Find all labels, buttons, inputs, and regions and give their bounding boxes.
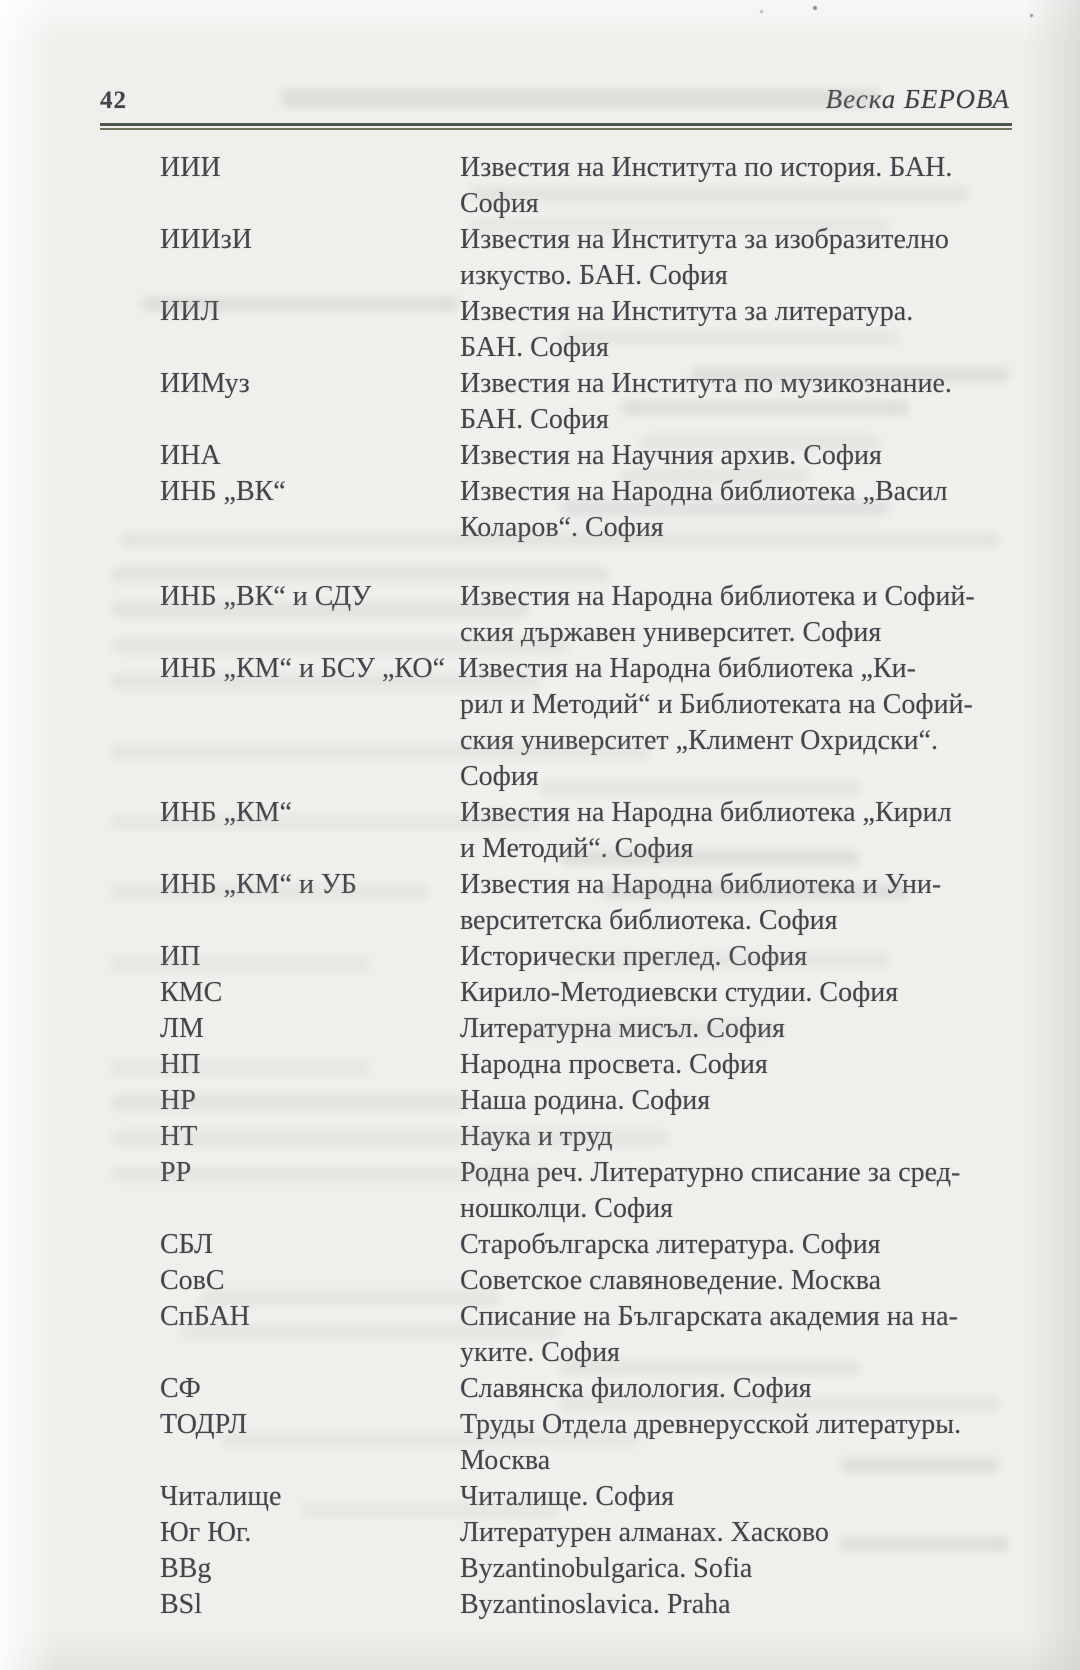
abbreviation-description (460, 1551, 1016, 1587)
abbreviation-entry (160, 1083, 1016, 1119)
abbreviation-term: ИНБ „КМ“ и УБ (160, 869, 357, 900)
description-line: ския университет „Климент Охридски“. (460, 725, 938, 756)
description-line: Старобългарска литература. София (460, 1229, 881, 1260)
description-line: Известия на Народна библиотека и Уни- (460, 869, 942, 900)
description-line: Литературен алманах. Хасково (460, 1517, 829, 1548)
abbreviation-description (460, 1155, 1016, 1227)
abbreviation-description (460, 867, 1016, 939)
abbreviation-description (460, 1587, 1016, 1623)
description-line: Труды Отдела древнерусской литературы. (460, 1409, 962, 1440)
abbreviation-description (460, 294, 1016, 366)
abbreviation-entry (160, 975, 1016, 1011)
description-line: изкуство. БАН. София (460, 260, 728, 291)
abbreviation-term: ТОДРЛ (160, 1409, 248, 1440)
abbreviation-term: НТ (160, 1121, 198, 1152)
description-line: София (460, 761, 539, 792)
description-line: Литературна мисъл. София (460, 1013, 785, 1044)
abbreviation-entry (160, 1479, 1016, 1515)
abbreviation-term: СпБАН (160, 1301, 250, 1332)
abbreviation-description (460, 1479, 1016, 1515)
abbreviation-entry (160, 1587, 1016, 1623)
abbreviation-term: ИИИ (160, 152, 221, 183)
abbreviation-description (460, 579, 1016, 651)
abbreviation-entry (160, 438, 1016, 474)
abbreviation-description (460, 1515, 1016, 1551)
abbreviation-term: BSl (160, 1589, 203, 1620)
description-line: Списание на Българската академия на на- (460, 1301, 958, 1332)
abbreviation-term: BBg (160, 1553, 212, 1584)
description-line: ския държавен университет. София (460, 617, 882, 648)
abbreviation-entry (160, 1155, 1016, 1227)
description-line: уките. София (460, 1337, 620, 1368)
abbreviation-description (460, 1299, 1016, 1371)
abbreviation-list (160, 150, 1016, 1623)
abbreviation-term: Читалище (160, 1481, 282, 1512)
abbreviation-description (460, 1263, 1016, 1299)
abbreviation-description (460, 222, 1016, 294)
description-line: Исторически преглед. София (460, 941, 808, 972)
description-line: Известия на Института за литература. (460, 296, 914, 327)
abbreviation-entry (160, 1407, 1016, 1479)
abbreviation-description (460, 1227, 1016, 1263)
description-line: БАН. София (460, 404, 609, 435)
abbreviation-entry (160, 1011, 1016, 1047)
description-line: София (460, 188, 539, 219)
abbreviation-term: Юг Юг. (160, 1517, 252, 1548)
abbreviation-term: ИНБ „ВК“ и СДУ (160, 581, 372, 612)
abbreviation-term: ИНБ „КМ“ (160, 797, 292, 828)
header-rule (100, 123, 1012, 130)
abbreviation-description (460, 1371, 1016, 1407)
description-line: Известия на Народна библиотека „Васил (460, 476, 948, 507)
abbreviation-term: ИНБ „ВК“ (160, 476, 286, 507)
abbreviation-entry (160, 366, 1016, 438)
description-line: Славянска филология. София (460, 1373, 812, 1404)
abbreviation-description (460, 1047, 1016, 1083)
description-line: БАН. София (460, 332, 609, 363)
abbreviation-entry (160, 1515, 1016, 1551)
abbreviation-description (460, 366, 1016, 438)
abbreviation-description (460, 150, 1016, 222)
description-line: Наша родина. София (460, 1085, 711, 1116)
abbreviation-entry (160, 795, 1016, 867)
abbreviation-entry (160, 939, 1016, 975)
running-header (100, 84, 1010, 115)
abbreviation-entry (160, 294, 1016, 366)
abbreviation-description (460, 474, 1016, 546)
description-line: верситетска библиотека. София (460, 905, 838, 936)
description-line: Москва (460, 1445, 551, 1476)
description-line: Коларов“. София (460, 512, 664, 543)
abbreviation-term: ИНА (160, 440, 221, 471)
abbreviation-term: РР (160, 1157, 192, 1188)
abbreviation-description (460, 975, 1016, 1011)
description-line: Byzantinobulgarica. Sofia (460, 1553, 753, 1584)
abbreviation-entry (160, 1119, 1016, 1155)
abbreviation-term: СБЛ (160, 1229, 214, 1260)
description-line: Известия на Института за изобразително (460, 224, 949, 255)
description-line: Byzantinoslavica. Praha (460, 1589, 731, 1620)
description-line: Известия на Народна библиотека „Ки- (458, 653, 916, 684)
abbreviation-term: ИНБ „КМ“ и БСУ „КО“ (160, 653, 446, 684)
description-line: рил и Методий“ и Библиотеката на Софий- (460, 689, 973, 720)
abbreviation-description (460, 438, 1016, 474)
description-line: Советское славяноведение. Москва (460, 1265, 882, 1296)
description-line: Читалище. София (460, 1481, 675, 1512)
abbreviation-term: ИИМуз (160, 368, 250, 399)
abbreviation-entry (160, 1299, 1016, 1371)
description-line: и Методий“. София (460, 833, 694, 864)
abbreviation-entry (160, 1551, 1016, 1587)
abbreviation-description (460, 1011, 1016, 1047)
abbreviation-entry (160, 651, 1016, 795)
running-head-author: Веска БЕРОВА (825, 84, 1010, 114)
description-line: Известия на Народна библиотека „Кирил (460, 797, 952, 828)
abbreviation-entry (160, 867, 1016, 939)
page-number: 42 (100, 87, 127, 114)
abbreviation-term: ЛМ (160, 1013, 204, 1044)
abbreviation-term: ИП (160, 941, 201, 972)
description-line: Родна реч. Литературно списание за сред- (460, 1157, 961, 1188)
abbreviation-description (460, 939, 1016, 975)
abbreviation-term: НП (160, 1049, 201, 1080)
description-line: Известия на Научния архив. София (460, 440, 882, 471)
abbreviation-entry (160, 1047, 1016, 1083)
abbreviation-entry (160, 1371, 1016, 1407)
abbreviation-description (460, 1083, 1016, 1119)
abbreviation-term: НР (160, 1085, 196, 1116)
abbreviation-description (460, 795, 1016, 867)
abbreviation-description (460, 1119, 1016, 1155)
abbreviation-term: КМС (160, 977, 223, 1008)
abbreviation-description (460, 1407, 1016, 1479)
abbreviation-entry (160, 579, 1016, 651)
description-line: ношколци. София (460, 1193, 673, 1224)
abbreviation-term: ИИЛ (160, 296, 220, 327)
entry-first-line (160, 651, 1016, 687)
abbreviation-entry (160, 1227, 1016, 1263)
scan-speck (1030, 14, 1033, 17)
scan-speck (760, 10, 763, 13)
scan-speck (813, 6, 817, 10)
description-line: Народна просвета. София (460, 1049, 768, 1080)
description-line: Кирило-Методиевски студии. София (460, 977, 899, 1008)
description-line: Известия на Института по музикознание. (460, 368, 952, 399)
description-line: Наука и труд (460, 1121, 613, 1152)
abbreviation-term: ИИИзИ (160, 224, 252, 255)
abbreviation-entry (160, 474, 1016, 546)
abbreviation-entry (160, 150, 1016, 222)
description-line: Известия на Народна библиотека и Софий- (460, 581, 975, 612)
abbreviation-entry (160, 222, 1016, 294)
abbreviation-description (460, 687, 1016, 795)
abbreviation-entry (160, 1263, 1016, 1299)
abbreviation-term: СовС (160, 1265, 225, 1296)
abbreviation-term: СФ (160, 1373, 201, 1404)
description-line: Известия на Института по история. БАН. (460, 152, 953, 183)
